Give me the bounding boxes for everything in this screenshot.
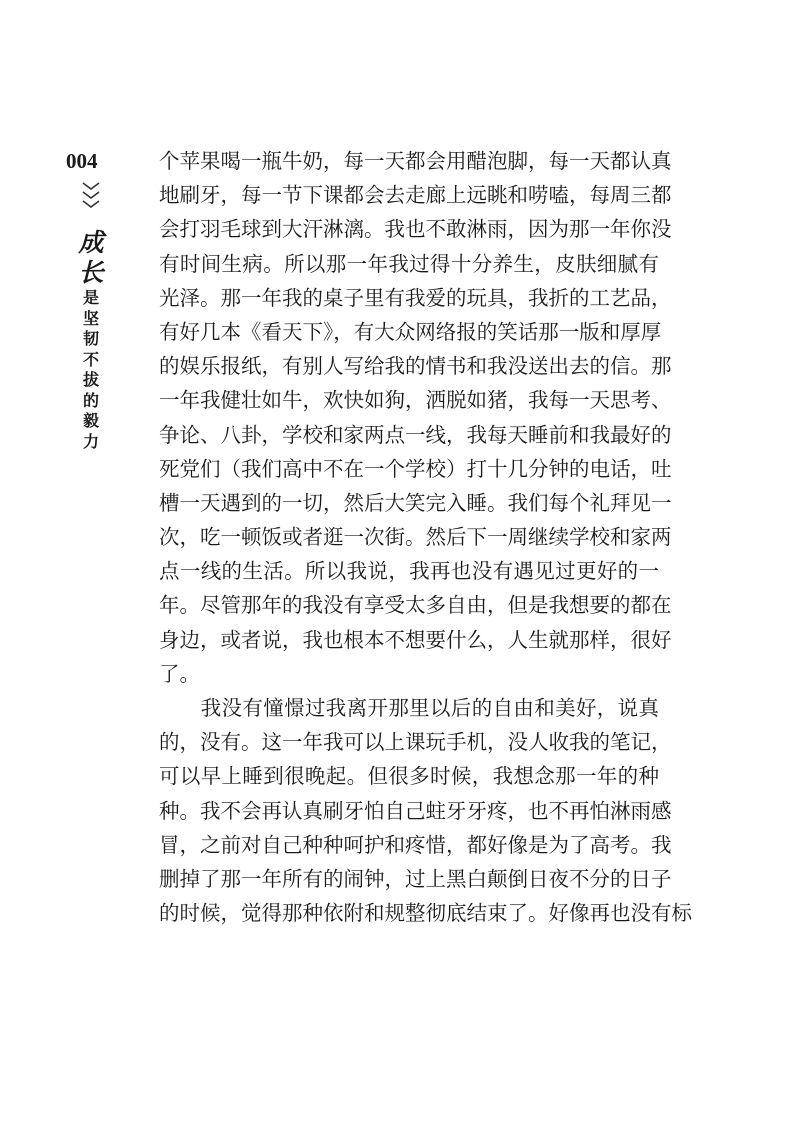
- side-book-title: [76, 228, 106, 452]
- body-text: [159, 144, 692, 930]
- text-line: 死党们（我们高中不在一个学校）打十几分钟的电话，吐: [159, 456, 672, 481]
- side-title-char: 力: [82, 431, 99, 451]
- text-line: 我没有憧憬过我离开那里以后的自由和美好，说真: [159, 696, 659, 720]
- side-title-char: 不: [82, 349, 99, 369]
- text-line: 的时候，觉得那种依附和规整彻底结束了。好像再也没有标: [159, 901, 692, 926]
- side-title-char: 的: [82, 390, 99, 410]
- side-title-char: 韧: [82, 329, 99, 348]
- text-line: 有好几本《看天下》，有大众网络报的笑话那一版和厚厚: [159, 319, 662, 344]
- text-line: 点一线的生活。所以我说，我再也没有遇见过更好的一: [159, 559, 659, 584]
- side-title-char: 是: [82, 288, 99, 307]
- text-line: 一年我健壮如牛，欢快如狗，洒脱如猪，我每一天思考、: [159, 388, 672, 413]
- text-line: 的，没有。这一年我可以上课玩手机，没人收我的笔记，: [159, 730, 672, 755]
- text-line: 会打羽毛球到大汗淋漓。我也不敢淋雨，因为那一年你没: [159, 217, 672, 242]
- text-line: 了。: [159, 661, 200, 686]
- text-line: 可以早上睡到很晚起。但很多时候，我想念那一年的种: [159, 764, 659, 789]
- text-line: 年。尽管那年的我没有享受太多自由，但是我想要的都在: [159, 593, 672, 618]
- text-line: 身边，或者说，我也根本不想要什么，人生就那样，很好: [159, 627, 672, 652]
- side-title-char: 拔: [82, 370, 99, 389]
- text-line: 次，吃一顿饭或者逛一次街。然后下一周继续学校和家两: [159, 525, 672, 550]
- side-title-char: 毅: [82, 411, 99, 430]
- paragraph-2: [159, 691, 692, 930]
- text-line: 个苹果喝一瓶牛奶，每一天都会用醋泡脚，每一天都认真: [159, 149, 672, 173]
- text-line: 冒，之前对自己种种呵护和疼惜，都好像是为了高考。我: [159, 832, 672, 857]
- text-line: 地刷牙，每一节下课都会去走廊上远眺和唠嗑，每周三都: [159, 183, 672, 208]
- side-title-char: 长: [78, 258, 104, 287]
- side-title-char: 成: [78, 228, 104, 257]
- text-line: 光泽。那一年我的桌子里有我爱的玩具，我折的工艺品，: [159, 285, 672, 310]
- paragraph-1: [159, 144, 672, 691]
- text-line: 的娱乐报纸，有别人写给我的情书和我没送出去的信。那: [159, 354, 672, 379]
- text-line: 种。我不会再认真刷牙怕自己蛀牙牙疼，也不再怕淋雨感: [159, 798, 672, 823]
- side-title-char: 坚: [82, 308, 99, 328]
- page-number: 004: [66, 149, 98, 173]
- text-line: 有时间生病。所以那一年我过得十分养生，皮肤细腻有: [159, 251, 659, 276]
- chevron-down-icon: [80, 180, 102, 216]
- text-line: 删掉了那一年所有的闹钟，过上黑白颠倒日夜不分的日子: [159, 866, 672, 891]
- text-line: 槽一天遇到的一切，然后大笑完入睡。我们每个礼拜见一: [159, 490, 672, 515]
- text-line: 争论、八卦，学校和家两点一线，我每天睡前和我最好的: [159, 422, 672, 447]
